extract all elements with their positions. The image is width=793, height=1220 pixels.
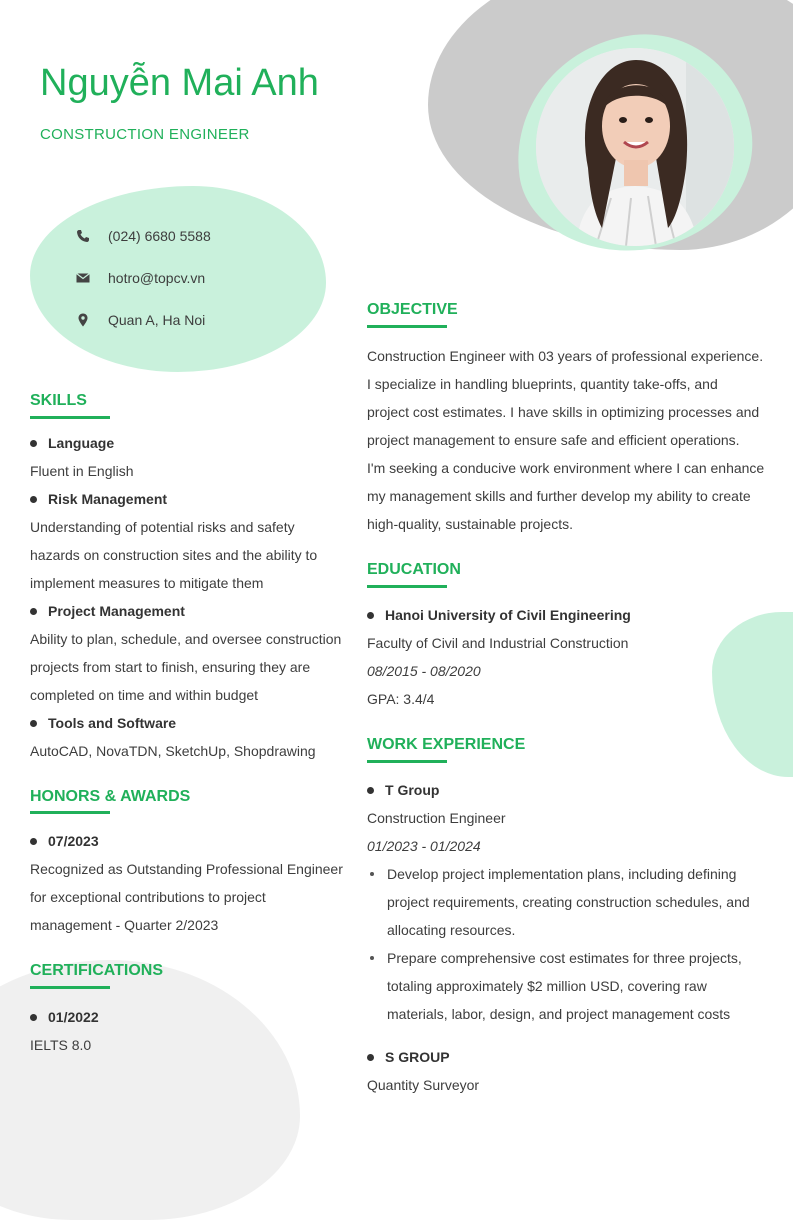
- job-bullet: Develop project implementation plans, including defining: [367, 860, 777, 888]
- job-bullet-cont: project requirements, creating construction schedules, and: [387, 894, 750, 910]
- work-job: [367, 1043, 777, 1099]
- objective-line: I'm seeking a conducive work environment where I can enhance: [367, 460, 765, 476]
- education-period: 08/2015 - 08/2020: [367, 663, 481, 679]
- honors-underline: [30, 811, 110, 814]
- decor-bottom-blob: [0, 960, 300, 1220]
- certifications-list: [30, 1003, 350, 1059]
- address-text: Quan A, Ha Noi: [108, 312, 206, 328]
- skills-list: [30, 429, 350, 765]
- certifications-heading: CERTIFICATIONS: [30, 962, 164, 979]
- honor-line: management - Quarter 2/2023: [30, 917, 219, 933]
- phone-icon: [76, 229, 90, 243]
- map-pin-icon: [76, 313, 90, 327]
- education-faculty: Faculty of Civil and Industrial Construction: [367, 635, 629, 651]
- objective-line: project management to ensure safe and efficient operations.: [367, 432, 740, 448]
- objective-line: I specialize in handling blueprints, quantity take-offs, and: [367, 376, 718, 392]
- candidate-name: Nguyễn Mai Anh: [40, 62, 319, 104]
- profile-photo: [536, 48, 734, 246]
- envelope-icon: [76, 271, 90, 285]
- certification-date: 01/2022: [30, 1003, 350, 1031]
- skill-desc-line: Understanding of potential risks and safety: [30, 519, 295, 535]
- skill-desc-line: Ability to plan, schedule, and oversee construction: [30, 631, 342, 647]
- certification-name: IELTS 8.0: [30, 1037, 92, 1053]
- education-gpa: GPA: 3.4/4: [367, 691, 435, 707]
- honors-list: [30, 827, 350, 939]
- job-bullet-cont: totaling approximately $2 million USD, covering raw: [387, 978, 707, 994]
- skill-name: Language: [30, 429, 350, 457]
- objective-line: Construction Engineer with 03 years of professional experience.: [367, 348, 764, 364]
- skill-desc-line: hazards on construction sites and the ability to: [30, 547, 318, 563]
- honor-date: 07/2023: [30, 827, 350, 855]
- certifications-underline: [30, 986, 110, 989]
- skill-name: Project Management: [30, 597, 350, 625]
- education-heading: EDUCATION: [367, 561, 461, 578]
- work-underline: [367, 760, 447, 763]
- candidate-title: CONSTRUCTION ENGINEER: [40, 126, 250, 143]
- contact-email: [76, 267, 205, 289]
- objective-text: [367, 342, 777, 538]
- skill-name: Tools and Software: [30, 709, 350, 737]
- job-company: S GROUP: [367, 1043, 777, 1071]
- objective-underline: [367, 325, 447, 328]
- job-period: 01/2023 - 01/2024: [367, 838, 481, 854]
- job-bullet-cont: allocating resources.: [387, 922, 516, 938]
- skill-desc: Fluent in English: [30, 463, 134, 479]
- skill-desc-line: projects from start to finish, ensuring they are: [30, 659, 311, 675]
- education-underline: [367, 585, 447, 588]
- phone-text: (024) 6680 5588: [108, 228, 211, 244]
- contact-phone: [76, 225, 211, 247]
- skill-name: Risk Management: [30, 485, 350, 513]
- skills-heading: SKILLS: [30, 392, 87, 409]
- job-company: T Group: [367, 776, 777, 804]
- education-entry: [367, 601, 777, 713]
- job-bullet-cont: materials, labor, design, and project management costs: [387, 1006, 731, 1022]
- skills-underline: [30, 416, 110, 419]
- skill-desc: AutoCAD, NovaTDN, SketchUp, Shopdrawing: [30, 743, 316, 759]
- job-bullet: Prepare comprehensive cost estimates for three projects,: [367, 944, 777, 972]
- skill-desc-line: implement measures to mitigate them: [30, 575, 264, 591]
- contact-address: [76, 309, 205, 331]
- skill-desc-line: completed on time and within budget: [30, 687, 259, 703]
- objective-line: project cost estimates. I have skills in optimizing processes and: [367, 404, 760, 420]
- honor-line: for exceptional contributions to project: [30, 889, 266, 905]
- job-position: Quantity Surveyor: [367, 1077, 480, 1093]
- work-job: [367, 776, 777, 1028]
- email-text: hotro@topcv.vn: [108, 270, 206, 286]
- work-heading: WORK EXPERIENCE: [367, 736, 526, 753]
- honors-heading: HONORS & AWARDS: [30, 788, 191, 805]
- education-school: Hanoi University of Civil Engineering: [367, 601, 777, 629]
- objective-heading: OBJECTIVE: [367, 301, 458, 318]
- objective-line: high-quality, sustainable projects.: [367, 516, 573, 532]
- objective-line: my management skills and further develop my ability to create: [367, 488, 751, 504]
- honor-line: Recognized as Outstanding Professional Engineer: [30, 861, 343, 877]
- job-position: Construction Engineer: [367, 810, 506, 826]
